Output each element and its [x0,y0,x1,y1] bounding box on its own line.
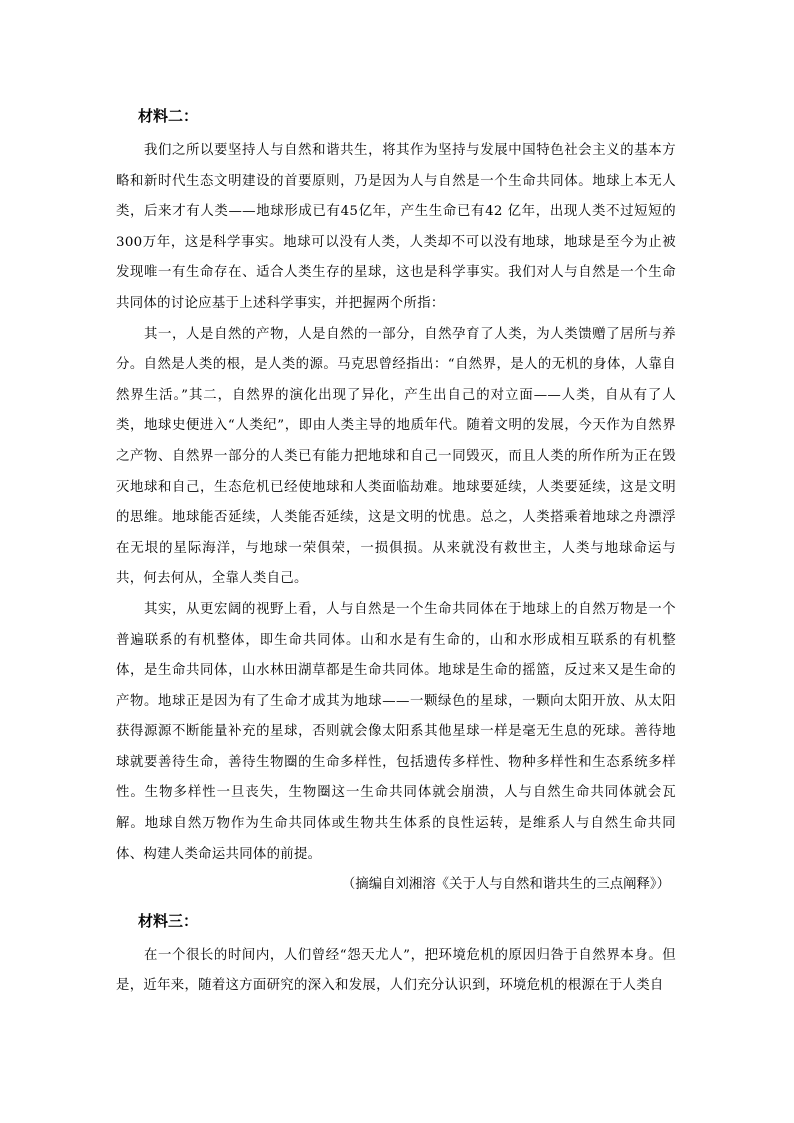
material-two-paragraph-3: 其实，从更宏阔的视野上看，人与自然是一个生命共同体在于地球上的自然万物是一个普遍联系的有机整体，即生命共同体。山和水是有生命的，山和水形成相互联系的有机整体，是生命共同体，山水林田湖草都是生命共同体。地球是生命的摇篮，反过来又是生命的产物。地球正是因为有了生命才成其为地球——一颗绿色的星球，一颗向太阳开放、从太阳获得源源不断能量补充的星球，否则就会像太阳系其他星球一样是毫无生息的死球。善待地球就要善待生命，善待生物圈的生命多样性，包括遗传多样性、物种多样性和生态系统多样性。生物多样性一旦丧失，生物圈这一生命共同体就会崩溃，人与自然生命共同体就会瓦解。地球自然万物作为生命共同体或生物共生体系的良性运转，是维系人与自然生命共同体、构建人类命运共同体的前提。 [116,601,676,862]
material-two-source-citation: （摘编自刘湘溶《关于人与自然和谐共生的三点阐释》） [341,877,670,893]
material-two-paragraph-2: 其一，人是自然的产物，人是自然的一部分，自然孕育了人类，为人类馈赠了居所与养分。自然是人类的根，是人类的源。马克思曾经指出：“自然界，是人的无机的身体，人靠自然界生活。”其二，自然界的演化出现了异化，产生出自己的对立面——人类，自从有了人类，地球史便进入“人类纪”，即由人类主导的地质年代。随着文明的发展，今天作为自然界之产物、自然界一部分的人类已有能力把地球和自己一同毁灭，而且人类的所作所为正在毁灭地球和自己，生态危机已经使地球和人类面临劫难。地球要延续，人类要延续，这是文明的思维。地球能否延续，人类能否延续，这是文明的忧患。总之，人类搭乘着地球之舟漂浮在无垠的星际海洋，与地球一荣俱荣，一损俱损。从来就没有救世主，人类与地球命运与共，何去何从，全靠人类自己。 [116,326,676,587]
document-page [116,96,676,1002]
material-two-paragraph-1: 我们之所以要坚持人与自然和谐共生，将其作为坚持与发展中国特色社会主义的基本方略和新时代生态文明建设的首要原则，乃是因为人与自然是一个生命共同体。地球上本无人类，后来才有人类——地球形成已有45亿年，产生生命已有42 亿年，出现人类不过短短的300万年，这是科学事实。地球可以没有人类，人类却不可以没有地球，地球是至今为止被发现唯一有生命存在、适合人类生存的星球，这也是科学事实。我们对人与自然是一个生命共同体的讨论应基于上述科学事实，并把握两个所指： [116,143,676,311]
material-three-paragraph-1: 在一个很长的时间内，人们曾经“怨天尤人”，把环境危机的原因归咎于自然界本身。但是，近年来，随着这方面研究的深入和发展，人们充分认识到，环境危机的根源在于人类自 [116,947,676,994]
material-two-heading: 材料二： [138,107,199,125]
material-three-heading: 材料三： [138,911,199,930]
